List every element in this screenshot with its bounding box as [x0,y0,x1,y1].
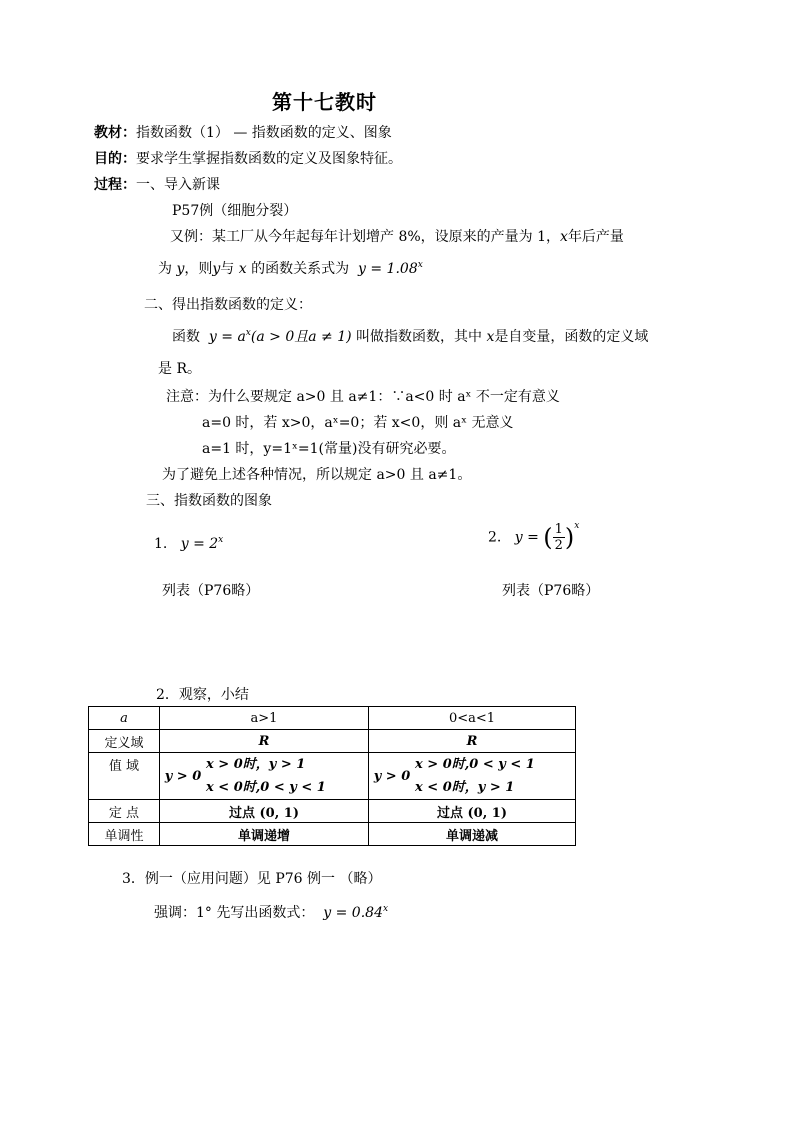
domain-value: R [369,730,576,753]
table-row [89,823,576,846]
text-fragment: 函数 [172,329,200,345]
fixed-point-value: 过点 (0, 1) [160,800,369,823]
emphasis-text: 强调：1° 先写出函数式： [154,905,315,921]
var-y: y [176,261,185,277]
section-3-heading: 三、指数函数的图象 [146,493,272,509]
monotonic-label: 单调性 [89,823,160,846]
text-fragment: 的函数关系式为 [251,261,350,277]
example-line-2 [158,258,423,278]
goal-label: 目的： [94,151,136,167]
section-2-heading: 二、得出指数函数的定义： [144,297,312,313]
item-number: 1. [154,536,168,552]
table-header-a: a [89,707,160,730]
var-x: x [486,329,495,345]
definition-line [172,326,648,346]
note-3: a=1 时，y=1ˣ=1(常量)没有研究必要。 [202,441,456,457]
range-cell [369,753,576,800]
note-1: 注意：为什么要规定 a>0 且 a≠1：∵a<0 时 aˣ 不一定有意义 [166,389,560,405]
process-label: 过程： [94,177,136,193]
text-fragment: 为 [158,261,172,277]
range-lines [415,753,535,799]
item-number: 2. [488,529,502,546]
domain-value: R [160,730,369,753]
fixed-point-label: 定 点 [89,800,160,823]
material-text: 指数函数（1） — 指数函数的定义、图象 [136,125,392,141]
emphasis-formula: y = 0.84 [323,905,383,921]
def-formula: y = a [208,329,246,345]
material-line [94,122,392,142]
var-y: y [212,261,221,277]
goal-text: 要求学生掌握指数函数的定义及图象特征。 [136,151,402,167]
table-row [89,730,576,753]
definition-line-2: 是 R。 [158,361,201,377]
item-2-exp: x [574,520,580,531]
table-header-a-gt-1: a>1 [160,707,369,730]
text-fragment: 叫做指数函数，其中 [356,329,483,345]
note-4: 为了避免上述各种情况，所以规定 a>0 且 a≠1。 [162,467,472,483]
table-row [89,753,576,800]
range-lead: y > 0 [373,768,411,784]
table-row [89,800,576,823]
text-fragment: 是自变量，函数的定义域 [494,329,649,345]
growth-formula: y = 1.08 [358,261,418,277]
range-lines [206,753,326,799]
process-line [94,174,220,194]
monotonic-value: 单调递增 [160,823,369,846]
range-lead: y > 0 [164,768,202,784]
list-note-2: 列表（P76略） [502,583,600,599]
text-fragment: ，则 [184,261,213,277]
text-fragment: 与 [220,261,235,277]
growth-formula-exp: x [417,260,423,270]
range-line: x < 0时，y > 1 [415,780,515,795]
paren-left: ( [543,523,553,552]
range-label: 值 域 [89,753,160,800]
def-condition: (a > 0且a ≠ 1) [250,329,352,345]
graph-item-2 [488,522,579,553]
domain-label: 定义域 [89,730,160,753]
goal-line [94,148,402,168]
range-line: x < 0时,0 < y < 1 [206,780,326,795]
fixed-point-value: 过点 (0, 1) [369,800,576,823]
fraction-numerator: 1 [554,522,563,537]
emphasis-line [154,902,388,922]
graph-item-1 [154,536,223,552]
example-line-1 [170,226,624,246]
list-note-1: 列表（P76略） [162,583,260,599]
note-2: a=0 时，若 x>0，aˣ=0；若 x<0，则 aˣ 无意义 [202,415,514,431]
range-line: x > 0时,0 < y < 1 [415,757,535,772]
fraction-denominator: 2 [554,538,563,553]
example-text-1: 又例：某工厂从今年起每年计划增产 8%，设原来的产量为 1， [170,229,561,245]
range-line: x > 0时，y > 1 [206,757,306,772]
observe-heading: 2．观察，小结 [156,687,249,703]
example-line: 3．例一（应用问题）见 P76 例一 （略） [122,871,382,887]
page-title: 第十七教时 [272,90,377,114]
item-1-exp: x [218,535,224,545]
item-1-formula: y = 2 [180,536,219,552]
item-2-lhs: y = [514,529,539,546]
table-header-a-lt-1: 0<a<1 [369,707,576,730]
p57-example: P57例（细胞分裂） [172,203,298,219]
process-text: 一、导入新课 [136,177,220,193]
fraction-half [553,522,565,553]
example-var-x: x [560,229,568,245]
example-text-1-end: 年后产量 [567,229,624,245]
def-formula-exp: x [245,328,251,338]
emphasis-formula-exp: x [382,904,389,914]
monotonic-value: 单调递减 [369,823,576,846]
range-cell [160,753,369,800]
material-label: 教材： [94,125,136,141]
paren-right: ) [564,523,575,552]
table-row [89,707,576,730]
var-x: x [238,261,247,277]
properties-table [88,706,576,846]
